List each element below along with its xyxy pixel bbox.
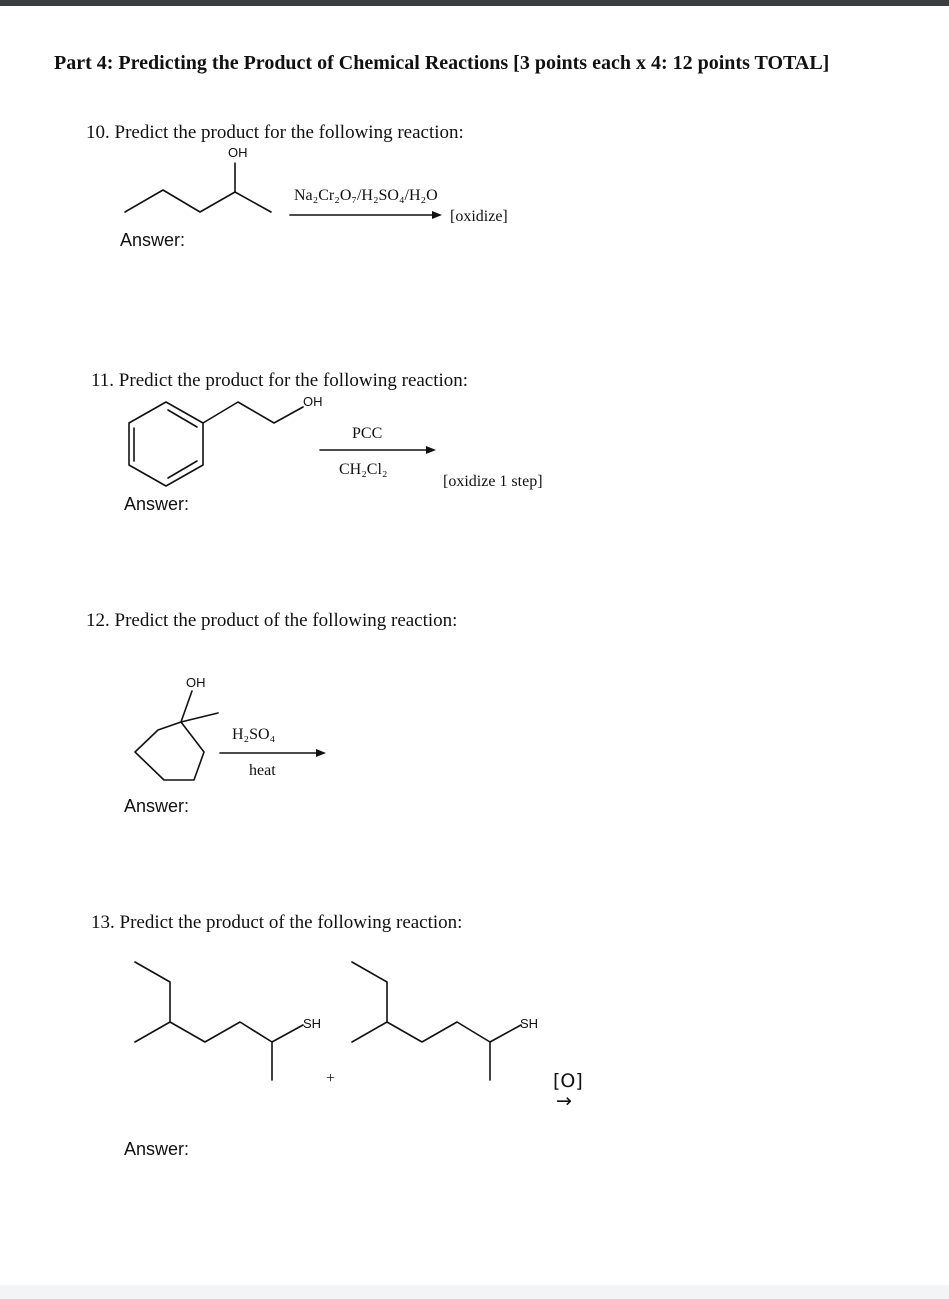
question-10-prompt: 10. Predict the product for the following reaction:: [86, 122, 464, 143]
q10-answer-label: Answer:: [120, 230, 186, 250]
q10-reagent: Na₂Cr₂O₇/H₂SO₄/H₂O: [294, 187, 438, 204]
q11-reagent-bottom: CH₂Cl₂: [339, 461, 388, 478]
q13-sh-label-1: SH: [303, 1016, 322, 1031]
q10-molecule: [125, 163, 271, 212]
q11-molecule: [129, 402, 303, 486]
q10-oh-label: OH: [228, 145, 248, 160]
q12-reagent-bottom: heat: [249, 762, 276, 779]
q11-oh-label: OH: [303, 394, 323, 409]
question-11-prompt: 11. Predict the product for the following reaction:: [91, 370, 469, 391]
q13-plus: +: [326, 1070, 336, 1087]
q11-reagent-top: PCC: [352, 425, 383, 442]
q11-answer-label: Answer:: [124, 494, 190, 514]
q12-reaction-arrow: [220, 749, 326, 757]
question-13-prompt: 13. Predict the product of the following reaction:: [91, 912, 463, 933]
q12-molecule: [135, 691, 218, 780]
q12-reagent-top: H₂SO₄: [232, 726, 276, 743]
q13-molecule-2: [352, 962, 521, 1080]
q13-answer-label: Answer:: [124, 1139, 190, 1159]
bottom-bar: [0, 1285, 949, 1299]
q13-arrow: →: [556, 1090, 572, 1112]
q13-molecule-1: [135, 962, 303, 1080]
question-12-prompt: 12. Predict the product of the following reaction:: [86, 610, 458, 631]
q11-note: [oxidize 1 step]: [443, 473, 543, 490]
q11-reaction-arrow: [320, 446, 436, 454]
q10-reaction-arrow: [290, 211, 442, 219]
q10-note: [oxidize]: [450, 208, 508, 225]
q13-sh-label-2: SH: [520, 1016, 539, 1031]
page-title: Part 4: Predicting the Product of Chemical Reactions [3 points each x 4: 12 points TOTAL]: [54, 52, 830, 74]
q13-oxidant: [O]: [553, 1070, 583, 1092]
q12-answer-label: Answer:: [124, 796, 190, 816]
q12-oh-label: OH: [186, 675, 206, 690]
